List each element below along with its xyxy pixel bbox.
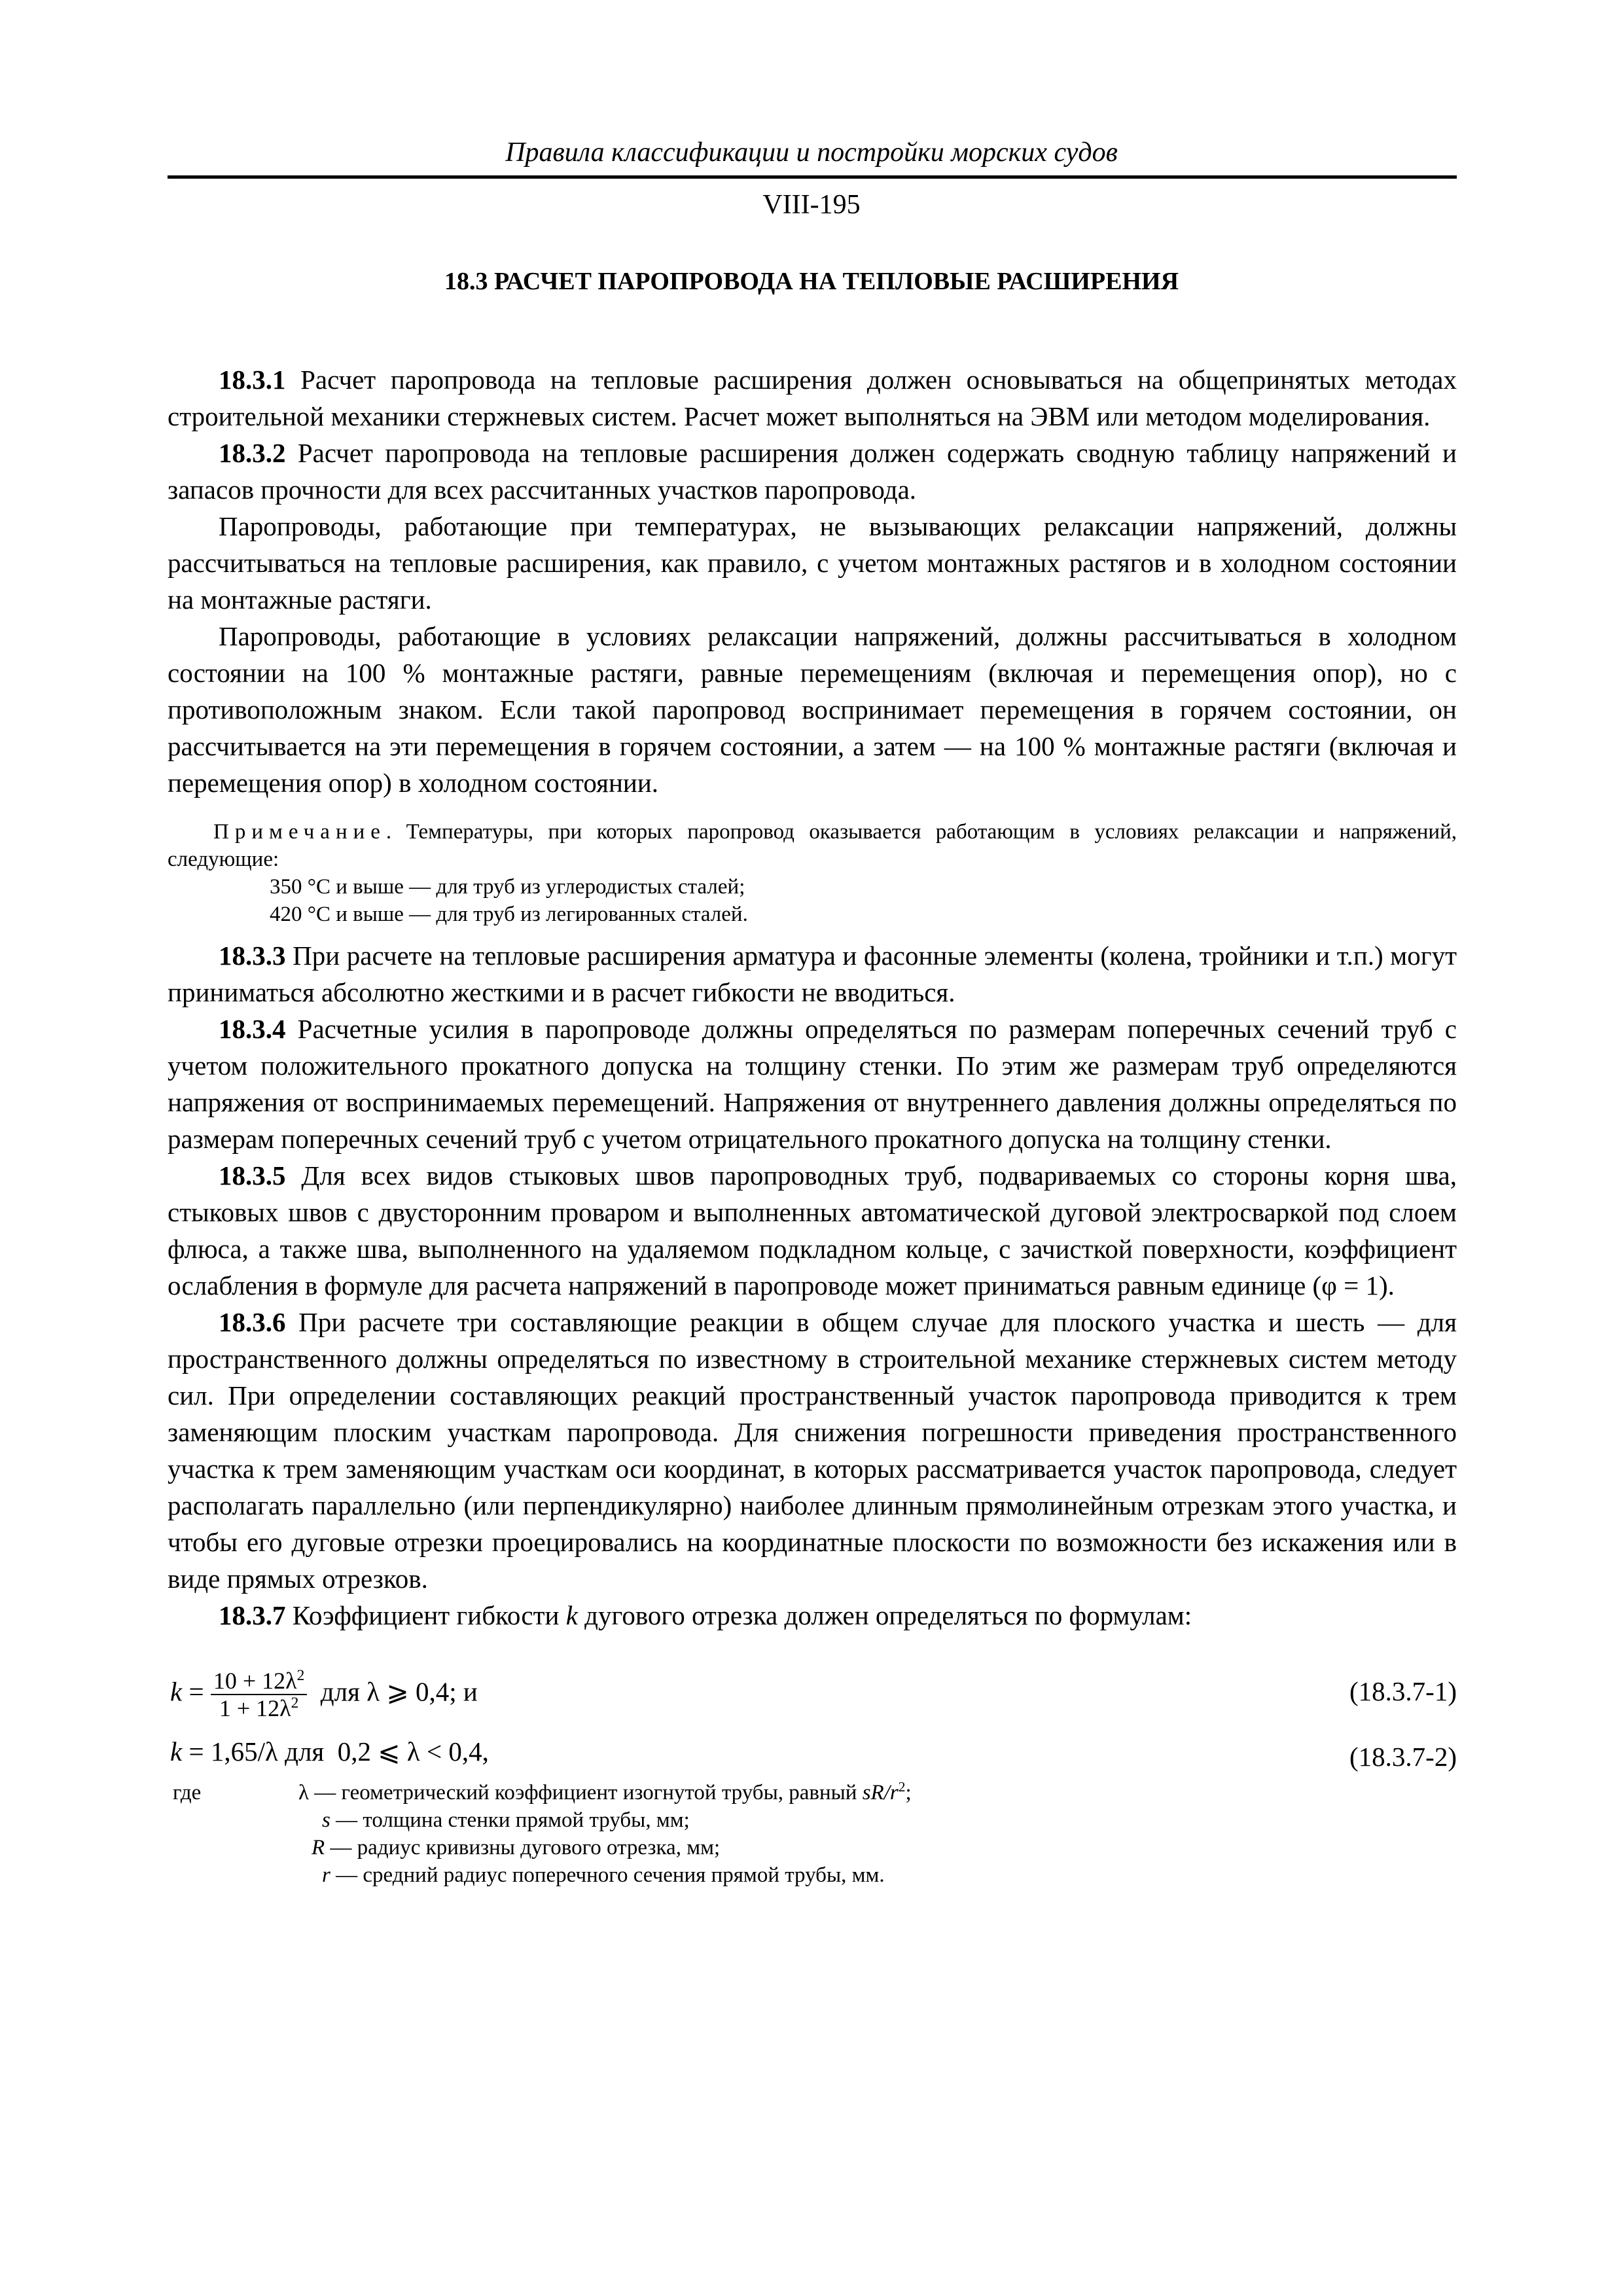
note-item-alloy-steel: 420 °С и выше — для труб из легированных сталей. [270, 903, 748, 926]
paragraph-18-3-2-b: Паропроводы, работающие в условиях релаксации напряжений, должны рассчитываться в холодном состоянии на 100 % монтажные растяги, равные перемещениям (включая и перемещения опор), но с противоположным знаком. Если такой паропровод воспринимает перемещения в горячем состоянии, он рассчитывается на эти перемещения в горячем состоянии, а затем — на 100 % монтажные растяги (включая и перемещения опор) в холодном состоянии. [168, 621, 1457, 798]
paragraph-text: Расчетные усилия в паропроводе должны определяться по размерам поперечных сечений труб с учетом положительного прокатного допуска на толщину стенки. По этим же размерам труб определяются напряжения от воспринимаемых перемещений. Напряжения от внутреннего давления должны определяться по размерам поперечных сечений труб с учетом отрицательного прокатного допуска на толщину стенки. [168, 1014, 1457, 1154]
formula-lhs: k [170, 1736, 183, 1767]
fraction-denominator [211, 1695, 307, 1721]
paragraph-18-3-3 [168, 937, 1457, 1011]
formula-number: (18.3.7-2) [1349, 1742, 1457, 1772]
definition-text: — геометрический коэффициент изогнутой трубы, равный [309, 1781, 863, 1804]
paragraph-18-3-5 [168, 1157, 1457, 1304]
paragraph-18-3-6 [168, 1304, 1457, 1597]
formula-expression [170, 1733, 489, 1770]
paragraph-18-3-2 [168, 435, 1457, 508]
formula-equals: = [182, 1676, 211, 1707]
paragraph-text: Расчет паропровода на тепловые расширения должен основываться на общепринятых методах строительной механики стержневых систем. Расчет может выполняться на ЭВМ или методом моделирования. [168, 365, 1457, 431]
definition-list [298, 1779, 1457, 1889]
paragraph-18-3-1 [168, 361, 1457, 435]
formula-18-3-7-1 [168, 1662, 1457, 1723]
definition-text: — толщина стенки прямой трубы, мм; [330, 1808, 690, 1832]
paragraph-number: 18.3.4 [219, 1014, 286, 1044]
definition-formula: sR/r [862, 1781, 899, 1804]
paragraph-number: 18.3.2 [219, 438, 286, 468]
paragraph-number: 18.3.3 [219, 941, 286, 971]
paragraph-18-3-2-a: Паропроводы, работающие при температурах, не вызывающих релаксации напряжений, должны рассчитываться на тепловые расширения, как правило, с учетом монтажных растягов и в холодном состоянии на монтажные растяги. [168, 511, 1457, 615]
note-item-carbon-steel: 350 °С и выше — для труб из углеродистых сталей; [270, 875, 745, 899]
numerator-exponent: 2 [296, 1667, 305, 1684]
formula-number: (18.3.7-1) [1349, 1676, 1457, 1706]
paragraph-text: При расчете на тепловые расширения арматура и фасонные элементы (колена, тройники и т.п.) могут приниматься абсолютно жесткими и в расчет гибкости не вводиться. [168, 941, 1457, 1007]
note-body: . Температуры, при которых паропровод оказывается работающим в условиях релаксации и напряжений, следующие: [168, 820, 1457, 871]
definition-text: — радиус кривизны дугового отрезка, мм; [325, 1836, 721, 1859]
formula-condition: для λ ⩾ 0,4; и [307, 1676, 478, 1707]
paragraph-text: Расчет паропровода на тепловые расширения должен содержать сводную таблицу напряжений и запасов прочности для всех рассчитанных участков паропровода. [168, 438, 1457, 505]
numerator-text: 10 + 12λ [213, 1668, 297, 1694]
document-body [168, 361, 1457, 1889]
paragraph-18-3-7 [168, 1597, 1457, 1634]
note-label: Примечание [213, 820, 386, 844]
definition-lambda [298, 1779, 1457, 1806]
header-rule [168, 175, 1457, 179]
paragraph-text-end: дугового отрезка должен определяться по формулам: [577, 1600, 1192, 1630]
formula-18-3-7-2 [168, 1728, 1457, 1774]
paragraph-text: Для всех видов стыковых швов паропроводных труб, подвариваемых со стороны корня шва, стыковых швов с двусторонним проваром и выполненных автоматической дуговой электросваркой под слоем флюса, а также шва, выполненного на удаляемом подкладном кольце, с зачисткой поверхности, коэффициент ослабления в формуле для расчета напряжений в паропроводе может приниматься равным единице (φ = 1). [168, 1160, 1457, 1300]
paragraph-number: 18.3.1 [219, 365, 286, 395]
definition-symbol: λ [298, 1781, 310, 1804]
definition-R [298, 1834, 1457, 1861]
running-header-title: Правила классификации и постройки морских судов [505, 137, 1118, 168]
paragraph-number: 18.3.5 [219, 1160, 286, 1191]
paragraph-text: При расчете три составляющие реакции в общем случае для плоского участка и шесть — для пространственного должны определяться по известному в строительной механике стержневых систем методу сил. При определении составляющих реакций пространственный участок паропровода приводится к трем заменяющим плоским участкам паропровода. Для снижения погрешности приведения пространственного участка к трем заменяющим участкам оси координат, в которых рассматривается участок паропровода, следует располагать параллельно (или перпендикулярно) наиболее длинным прямолинейным отрезкам этого участка, и чтобы его дуговые отрезки проецировались на координатные плоскости по возможности без искажения или в виде прямых отрезков. [168, 1307, 1457, 1594]
definition-exponent: 2 [898, 1779, 906, 1795]
formula-lhs: k [170, 1676, 183, 1707]
definition-r [298, 1861, 1457, 1889]
denominator-exponent: 2 [291, 1695, 299, 1712]
fraction-numerator [211, 1668, 307, 1695]
variable-definitions [168, 1779, 1457, 1889]
formula-rhs: = 1,65/λ для 0,2 ⩽ λ < 0,4, [182, 1736, 489, 1767]
paragraph-number: 18.3.6 [219, 1307, 286, 1337]
page-number: VIII-195 [762, 190, 861, 220]
definition-symbol: s [322, 1808, 330, 1832]
note-text [168, 818, 1457, 873]
formula-expression [170, 1668, 478, 1721]
section-title: 18.3 РАСЧЕТ ПАРОПРОВОДА НА ТЕПЛОВЫЕ РАСШИРЕНИЯ [444, 268, 1179, 295]
note-block [168, 818, 1457, 928]
denominator-text: 1 + 12λ [219, 1695, 291, 1721]
paragraph-18-3-4 [168, 1011, 1457, 1157]
definition-symbol: R [312, 1836, 325, 1859]
paragraph-text: Коэффициент гибкости [285, 1600, 566, 1630]
definition-symbol: r [322, 1863, 330, 1887]
definition-end: ; [905, 1781, 912, 1804]
paragraph-number: 18.3.7 [219, 1600, 286, 1630]
definition-text: — средний радиус поперечного сечения прямой трубы, мм. [330, 1863, 885, 1887]
definition-s [298, 1806, 1457, 1834]
formula-fraction [211, 1668, 307, 1721]
symbol-k: k [565, 1600, 578, 1630]
where-word: где [173, 1781, 202, 1804]
